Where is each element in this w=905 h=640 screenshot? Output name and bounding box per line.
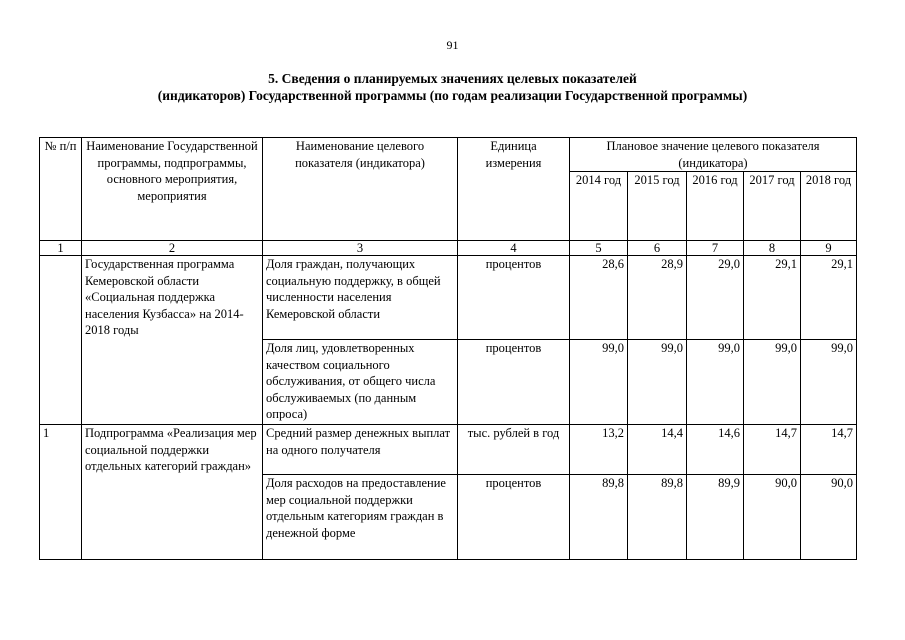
header-year: 2018 год — [801, 172, 857, 241]
title-line-2: (индикаторов) Государственной программы (по годам реализации Государственной программы) — [157, 88, 748, 103]
table-row — [40, 256, 857, 340]
indicator-value: 28,9 — [628, 256, 687, 340]
indicator-value: 13,2 — [570, 425, 628, 475]
indicator-value: 99,0 — [628, 340, 687, 425]
indicator-value: 29,1 — [744, 256, 801, 340]
indicator-value: 90,0 — [801, 475, 857, 560]
header-name: Наименование Государственной программы, подпрограммы, основного мероприятия, мероприятия — [82, 138, 263, 241]
indicator-value: 29,1 — [801, 256, 857, 340]
title-line-1: 5. Сведения о планируемых значениях целевых показателей — [268, 71, 637, 86]
row-num — [40, 256, 82, 425]
column-number: 8 — [744, 241, 801, 256]
header-plan: Плановое значение целевого показателя (индикатора) — [570, 138, 857, 172]
indicator-value: 99,0 — [570, 340, 628, 425]
indicator-value: 14,4 — [628, 425, 687, 475]
header-num: № п/п — [40, 138, 82, 241]
column-number: 7 — [687, 241, 744, 256]
indicator-value: 28,6 — [570, 256, 628, 340]
indicator-value: 14,7 — [801, 425, 857, 475]
indicator-unit: процентов — [458, 340, 570, 425]
indicator-unit: процентов — [458, 475, 570, 560]
program-name: Государственная программа Кемеровской области «Социальная поддержка населения Кузбасса» на 2014-2018 годы — [82, 256, 263, 425]
indicator-name: Доля граждан, получающих социальную поддержку, в общей численности населения Кемеровской области — [263, 256, 458, 340]
indicator-value: 89,8 — [628, 475, 687, 560]
indicator-value: 99,0 — [744, 340, 801, 425]
header-year: 2015 год — [628, 172, 687, 241]
column-numbers-row — [40, 241, 857, 256]
program-name: Подпрограмма «Реализация мер социальной поддержки отдельных категорий граждан» — [82, 425, 263, 560]
column-number: 9 — [801, 241, 857, 256]
column-number: 4 — [458, 241, 570, 256]
indicator-value: 14,7 — [744, 425, 801, 475]
page-number: 91 — [446, 38, 459, 52]
indicator-value: 89,9 — [687, 475, 744, 560]
indicator-value: 89,8 — [570, 475, 628, 560]
indicator-value: 99,0 — [687, 340, 744, 425]
indicator-value: 14,6 — [687, 425, 744, 475]
header-year: 2016 год — [687, 172, 744, 241]
row-num: 1 — [40, 425, 82, 560]
document-title — [0, 70, 905, 104]
header-unit: Единица измерения — [458, 138, 570, 241]
indicator-unit: процентов — [458, 256, 570, 340]
header-row — [40, 138, 857, 172]
table-row — [40, 425, 857, 475]
column-number: 3 — [263, 241, 458, 256]
column-number: 5 — [570, 241, 628, 256]
indicator-value: 90,0 — [744, 475, 801, 560]
indicator-name: Средний размер денежных выплат на одного получателя — [263, 425, 458, 475]
column-number: 2 — [82, 241, 263, 256]
indicator-name: Доля лиц, удовлетворенных качеством социального обслуживания, от общего числа обслуживаемых (по данным опроса) — [263, 340, 458, 425]
indicator-value: 99,0 — [801, 340, 857, 425]
column-number: 6 — [628, 241, 687, 256]
indicator-name: Доля расходов на предоставление мер социальной поддержки отдельным категориям граждан в денежной форме — [263, 475, 458, 560]
header-year: 2017 год — [744, 172, 801, 241]
indicators-table — [39, 137, 857, 560]
header-year: 2014 год — [570, 172, 628, 241]
column-number: 1 — [40, 241, 82, 256]
indicator-value: 29,0 — [687, 256, 744, 340]
indicator-unit: тыс. рублей в год — [458, 425, 570, 475]
header-indicator: Наименование целевого показателя (индикатора) — [263, 138, 458, 241]
